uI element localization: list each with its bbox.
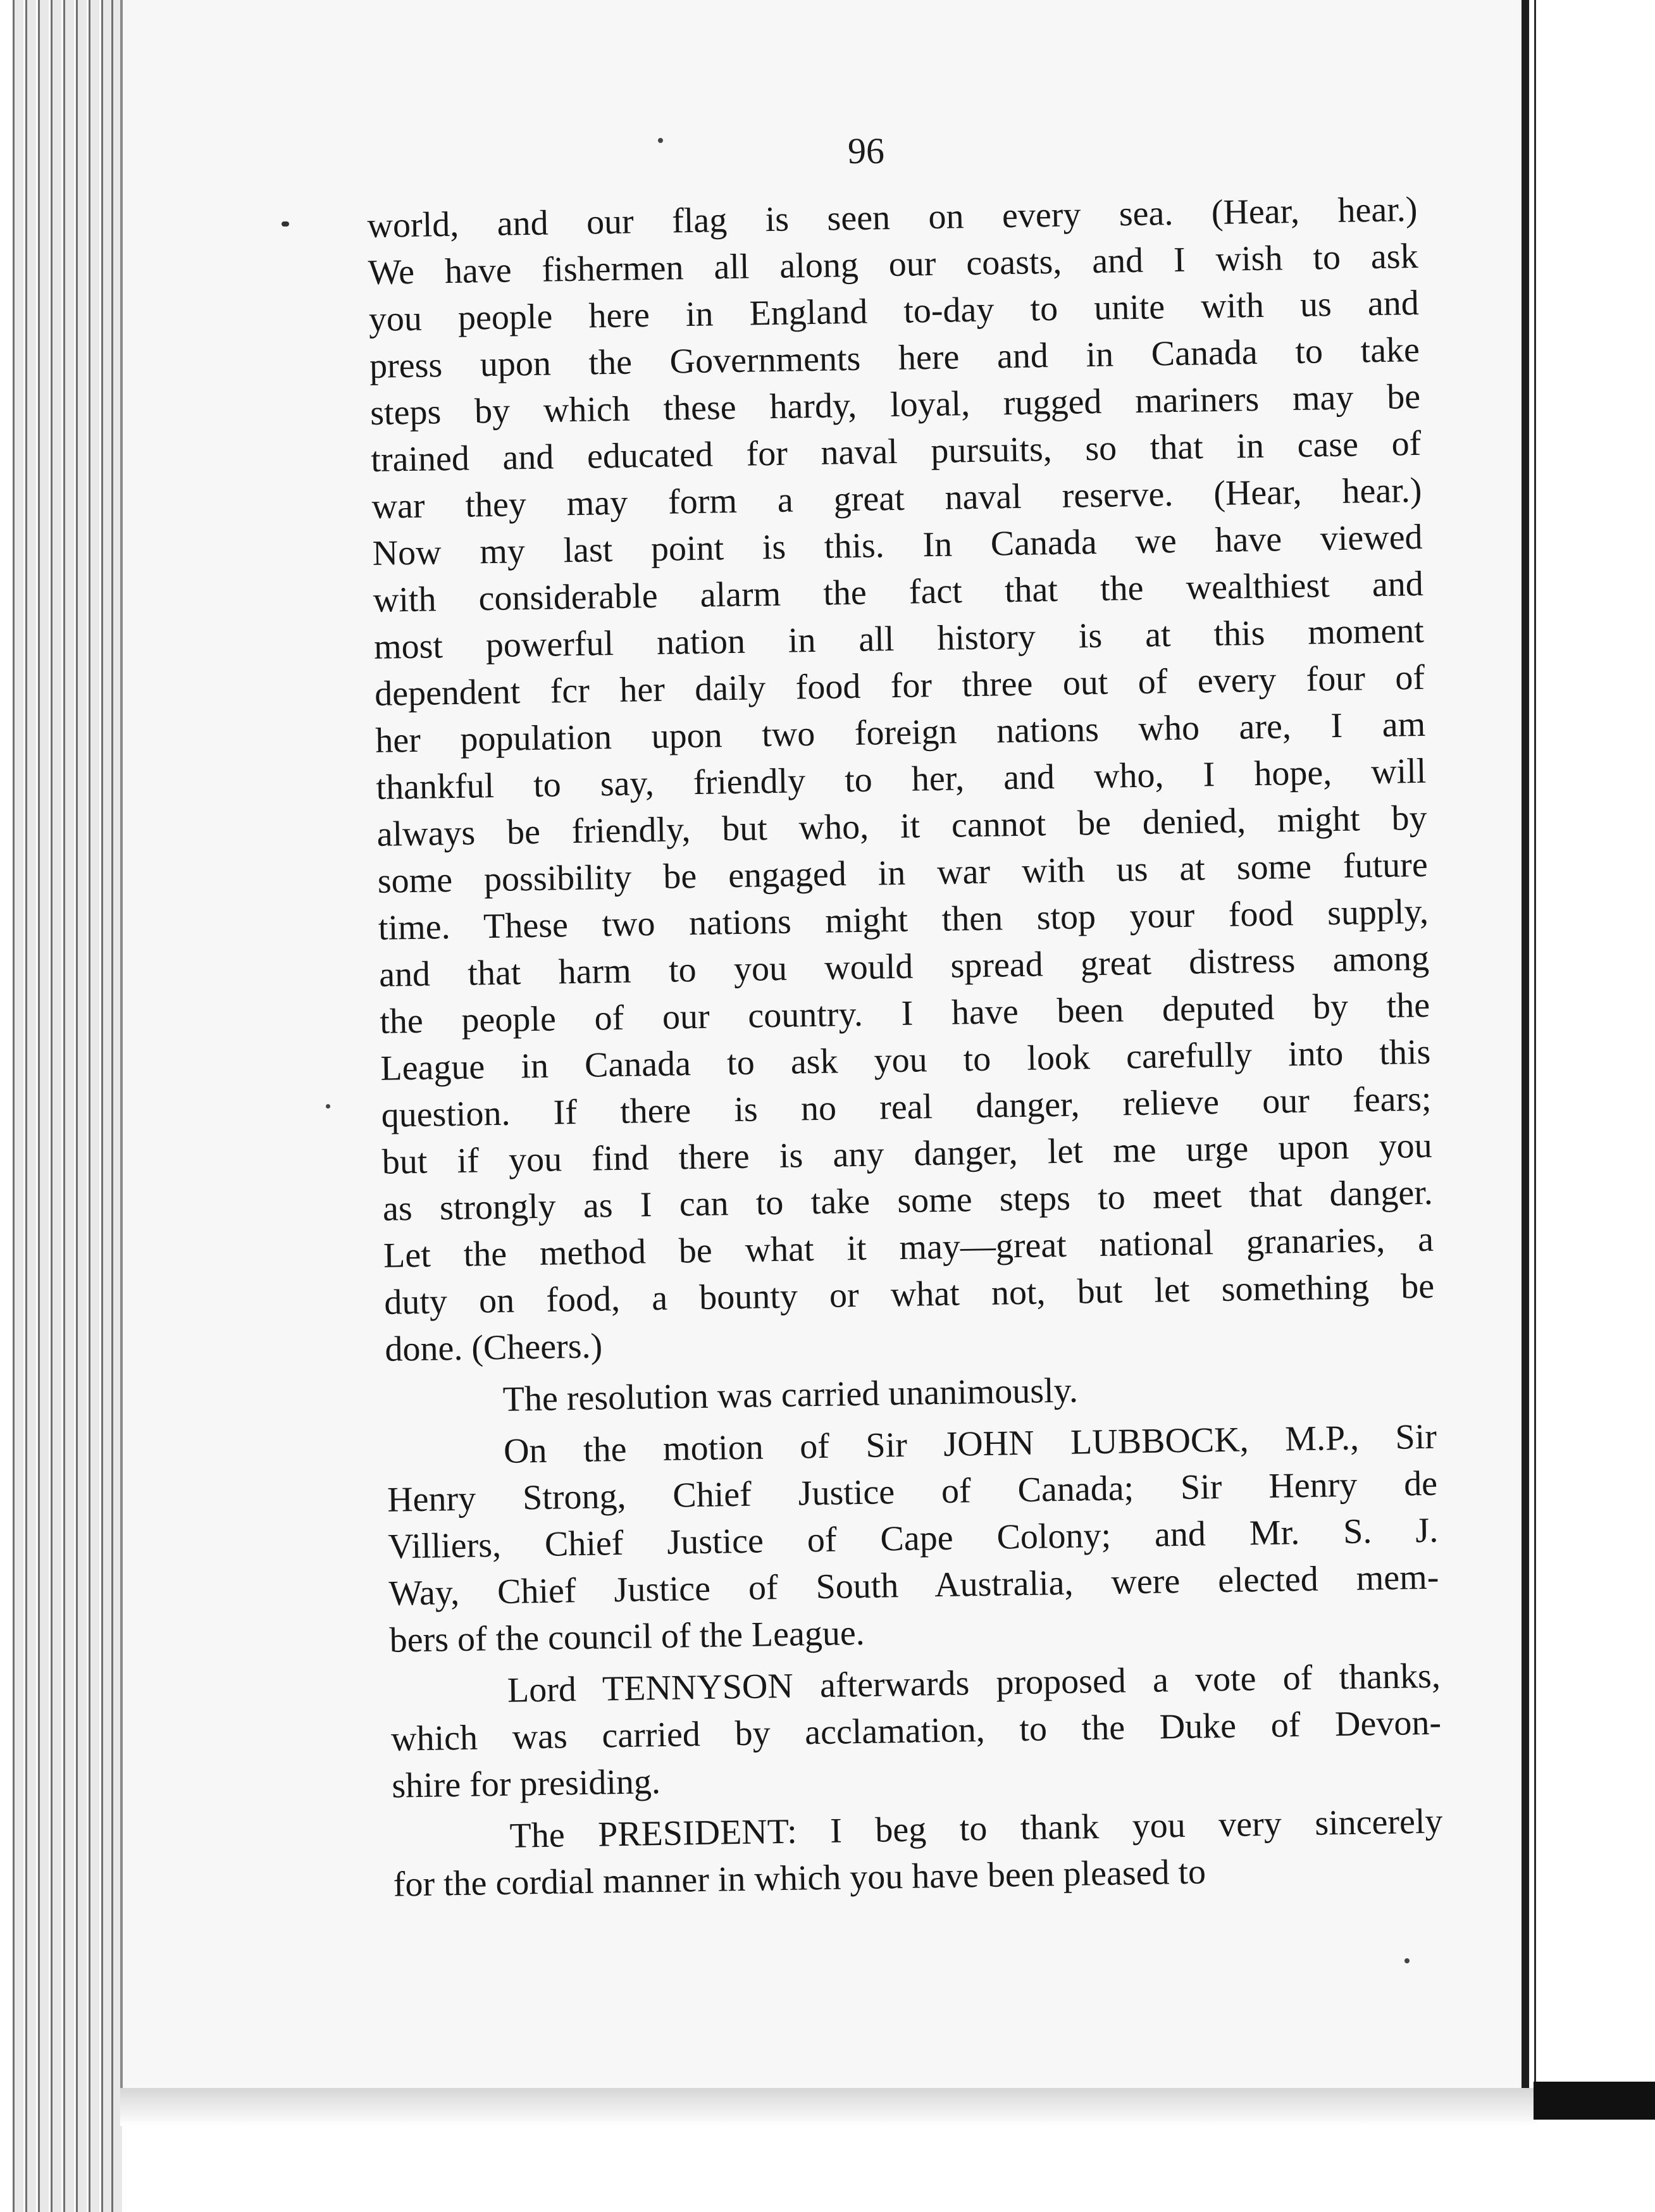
- ink-speck: [326, 1104, 330, 1109]
- text-line: press upon the Governments here and in Canada to take: [369, 330, 1420, 386]
- text-line: some possibility be engaged in war with us at some future: [377, 845, 1429, 901]
- text-line: We have fishermen all along our coasts, and I wish to ask: [368, 236, 1419, 292]
- text-line: you people here in England to-day to unite with us and: [368, 283, 1420, 339]
- text-line: Now my last point is this. In Canada we have viewed: [372, 517, 1423, 573]
- text-line: time. These two nations might then stop your food supply,: [378, 892, 1429, 948]
- margin-mark: [282, 221, 289, 227]
- text-line: The PRESIDENT: I beg to thank you very sincerely: [509, 1801, 1443, 1856]
- text-line: bers of the council of the League.: [389, 1613, 865, 1660]
- text-line: dependent fcr her daily food for three out of every four of: [374, 657, 1425, 714]
- paragraph: [386, 1414, 1440, 1664]
- text-line: the people of our country. I have been deputed by the: [379, 985, 1430, 1041]
- text-line: with considerable alarm the fact that the wealthiest and: [373, 564, 1424, 620]
- text-line: her population upon two foreign nations who are, I am: [375, 704, 1426, 761]
- binding-edge: [1522, 0, 1529, 2088]
- paragraph: [367, 186, 1435, 1373]
- ink-speck: [658, 138, 663, 143]
- text-line: Villiers, Chief Justice of Cape Colony; and Mr. S. J.: [387, 1510, 1439, 1567]
- text-line: as strongly as I can to take some steps to meet that danger.: [382, 1172, 1434, 1229]
- page-bottom-shadow: [120, 2088, 1537, 2126]
- paragraph: [392, 1798, 1444, 1908]
- body-text: [367, 186, 1444, 1908]
- text-line: Henry Strong, Chief Justice of Canada; Sir Henry de: [387, 1463, 1438, 1520]
- text-line: trained and educated for naval pursuits, so that in case of: [370, 423, 1422, 480]
- text-line: which was carried by acclamation, to the Duke of Devon-: [390, 1703, 1442, 1759]
- ink-speck: [1404, 1958, 1410, 1963]
- text-line: and that harm to you would spread great distress among: [378, 938, 1430, 995]
- text-line: shire for presiding.: [391, 1762, 661, 1806]
- text-line: The resolution was carried unanimously.: [502, 1370, 1079, 1419]
- text-line: steps by which these hardy, loyal, rugged mariners may be: [369, 376, 1421, 433]
- page-number: 96: [848, 130, 884, 171]
- text-line: question. If there is no real danger, relieve our fears;: [381, 1079, 1432, 1135]
- scan-border: [1534, 2082, 1655, 2120]
- text-line: but if you find there is any danger, let me urge upon you: [381, 1126, 1433, 1182]
- binding-edge-inner: [1534, 0, 1536, 2088]
- text-line: thankful to say, friendly to her, and who, I hope, will: [376, 751, 1427, 807]
- text-line: duty on food, a bounty or what not, but let something be: [383, 1266, 1435, 1322]
- text-line: world, and our flag is seen on every sea. (Hear, hear.): [367, 189, 1418, 245]
- text-line: Let the method be what it may—great national granaries, a: [383, 1219, 1434, 1276]
- text-line: Way, Chief Justice of South Australia, were elected mem-: [388, 1557, 1439, 1613]
- text-line: war they may form a great naval reserve. (Hear, hear.): [371, 470, 1422, 526]
- text-line: League in Canada to ask you to look carefully into this: [380, 1032, 1431, 1088]
- text-line: most powerful nation in all history is at this moment: [373, 611, 1425, 667]
- text-line: always be friendly, but who, it cannot be denied, might by: [376, 798, 1427, 854]
- text-line: Lord TENNYSON afterwards proposed a vote of thanks,: [507, 1656, 1441, 1710]
- text-line: done. (Cheers.): [384, 1326, 603, 1369]
- text-line: for the cordial manner in which you have been pleased to: [393, 1852, 1206, 1904]
- text-line: On the motion of Sir JOHN LUBBOCK, M.P., Sir: [503, 1417, 1437, 1471]
- paragraph: [390, 1653, 1442, 1810]
